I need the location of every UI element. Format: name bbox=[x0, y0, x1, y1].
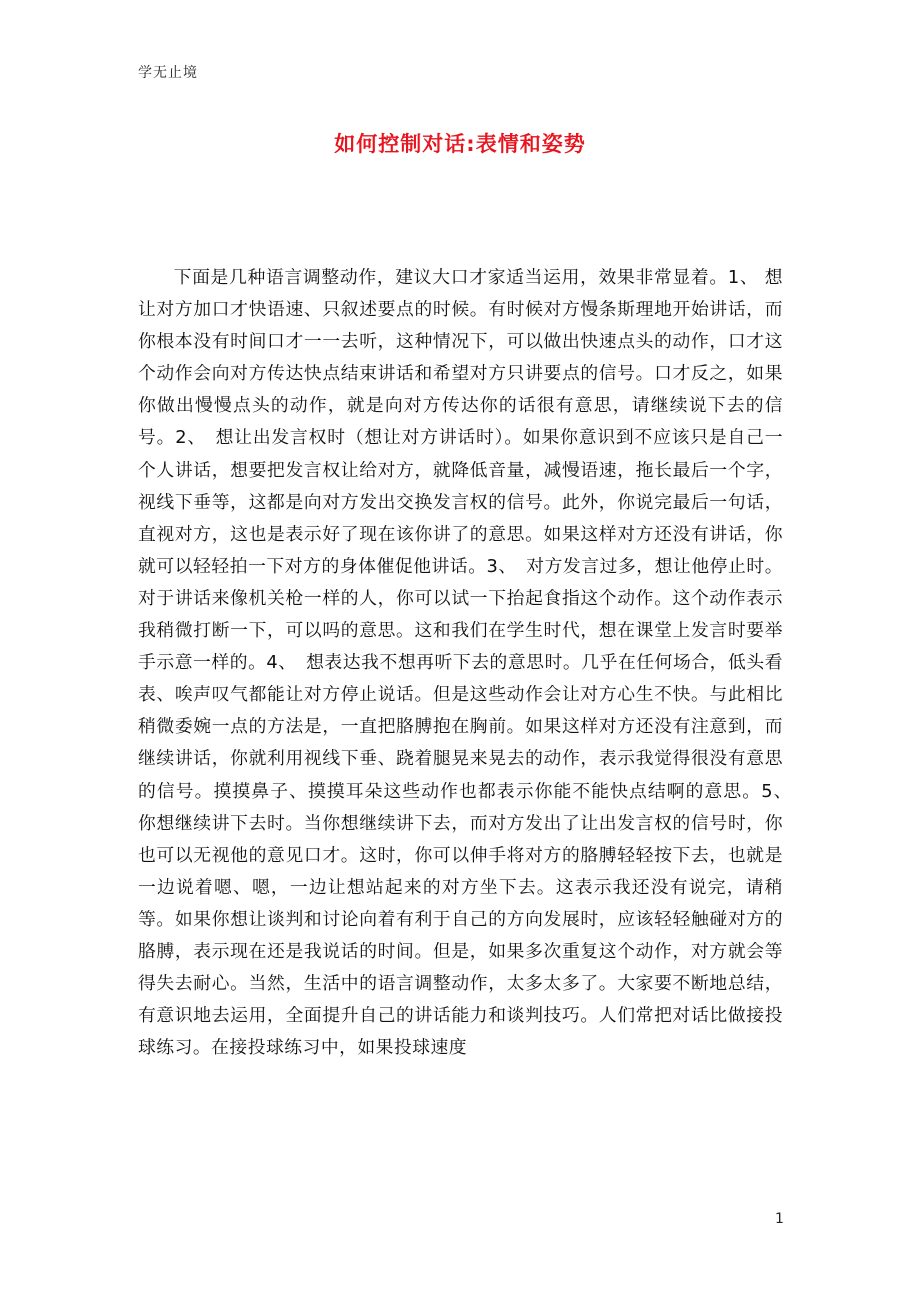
running-header: 学无止境 bbox=[138, 65, 198, 81]
page-number: 1 bbox=[775, 1211, 784, 1227]
body-paragraph: 下面是几种语言调整动作，建议大口才家适当运用，效果非常显着。1、 想让对方加口才快语速、只叙述要点的时候。有时候对方慢条斯理地开始讲话，而你根本没有时间口才一一去听，这种情况下，可以做出快速点头的动作，口才这个动作会向对方传达快点结束讲话和希望对方只讲要点的信号。口才反之，如果你做出慢慢点头的动作，就是向对方传达你的话很有意思，请继续说下去的信号。2、 想让出发言权时（想让对方讲话时）。如果你意识到不应该只是自己一个人讲话，想要把发言权让给对方，就降低音量，减慢语速，拖长最后一个字，视线下垂等，这都是向对方发出交换发言权的信号。此外，你说完最后一句话，直视对方，这也是表示好了现在该你讲了的意思。如果这样对方还没有讲话，你就可以轻轻拍一下对方的身体催促他讲话。3、 对方发言过多，想让他停止时。对于讲话来像机关枪一样的人，你可以试一下抬起食指这个动作。这个动作表示我稍微打断一下，可以吗的意思。这和我们在学生时代，想在课堂上发言时要举手示意一样的。4、 想表达我不想再听下去的意思时。几乎在任何场合，低头看表、唉声叹气都能让对方停止说话。但是这些动作会让对方心生不快。与此相比稍微委婉一点的方法是，一直把胳膊抱在胸前。如果这样对方还没有注意到，而继续讲话，你就利用视线下垂、跷着腿晃来晃去的动作，表示我觉得很没有意思的信号。摸摸鼻子、摸摸耳朵这些动作也都表示你能不能快点结啊的意思。5、 你想继续讲下去时。当你想继续讲下去，而对方发出了让出发言权的信号时，你也可以无视他的意见口才。这时，你可以伸手将对方的胳膊轻轻按下去，也就是一边说着嗯、嗯，一边让想站起来的对方坐下去。这表示我还没有说完，请稍等。如果你想让谈判和讨论向着有利于自己的方向发展时，应该轻轻触碰对方的胳膊，表示现在还是我说话的时间。但是，如果多次重复这个动作，对方就会等得失去耐心。当然，生活中的语言调整动作，太多太多了。大家要不断地总结，有意识地去运用，全面提升自己的讲话能力和谈判技巧。人们常把对话比做接投球练习。在接投球练习中，如果投球速度 bbox=[138, 267, 802, 1059]
document-title: 如何控制对话:表情和姿势 bbox=[334, 132, 586, 156]
